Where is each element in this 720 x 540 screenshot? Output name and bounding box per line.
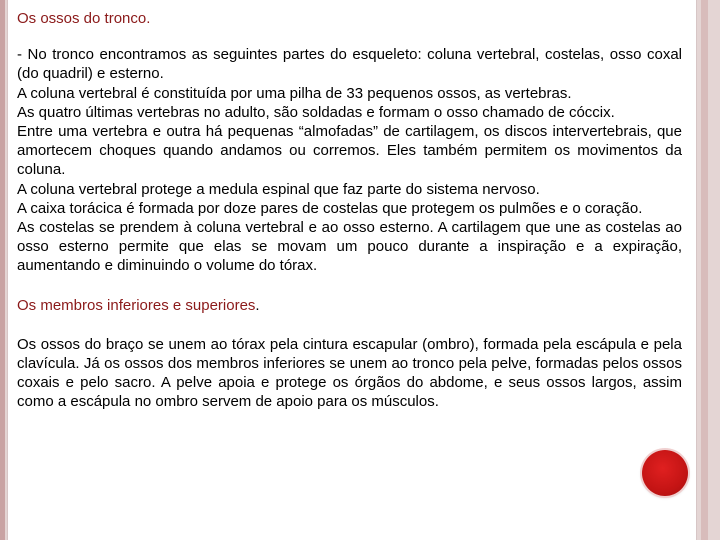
- section-title-limbs: [17, 296, 682, 315]
- section-title-limbs-period: .: [255, 296, 260, 314]
- left-border-stripe: [0, 0, 5, 540]
- red-circle-ornament: [642, 450, 688, 496]
- spacer: [17, 28, 682, 45]
- paragraph-rib-cage: A caixa torácica é formada por doze pares de costelas que protegem os pulmões e o coração.: [17, 199, 643, 217]
- paragraph-trunk-parts: - No tronco encontramos as seguintes partes do esqueleto: coluna vertebral, costelas, osso coxal (do quadril) e esterno.: [17, 46, 682, 83]
- paragraph-ribs-sternum: As costelas se prendem à coluna vertebral e ao osso esterno. A cartilagem que une as costelas ao osso esterno permite que elas se movam um pouco durante a inspiração e a expiração, aumentando e diminuindo o volume do tórax.: [17, 219, 682, 275]
- paragraph-limbs: Os ossos do braço se unem ao tórax pela cintura escapular (ombro), formada pela escápula e pela clavícula. Já os ossos dos membros inferiores se unem ao tronco pela pelve, formadas pelos ossos coxais e pelo sacro. A pelve apoia e protege os órgãos do abdome, e seus ossos largos, assim como a escápula no ombro servem de apoio para os músculos.: [17, 335, 682, 411]
- paragraph-spinal-cord: A coluna vertebral protege a medula espinal que faz parte do sistema nervoso.: [17, 180, 540, 198]
- section-title-trunk-bones: Os ossos do tronco.: [17, 10, 151, 27]
- right-border-stripe: [701, 0, 708, 540]
- slide-content: [17, 9, 682, 412]
- spacer: [17, 276, 682, 296]
- paragraph-coccyx: As quatro últimas vertebras no adulto, são soldadas e formam o osso chamado de cóccix.: [17, 103, 615, 121]
- paragraph-vertebral-column: A coluna vertebral é constituída por uma pilha de 33 pequenos ossos, as vertebras.: [17, 84, 572, 102]
- paragraph-intervertebral-discs: Entre uma vertebra e outra há pequenas “almofadas” de cartilagem, os discos intervertebrais, que amortecem choques quando andamos ou corremos. Eles também permitem os movimentos da coluna.: [17, 123, 682, 179]
- section-title-limbs-text: Os membros inferiores e superiores: [17, 296, 256, 314]
- spacer: [17, 315, 682, 335]
- slide-page: [7, 0, 697, 540]
